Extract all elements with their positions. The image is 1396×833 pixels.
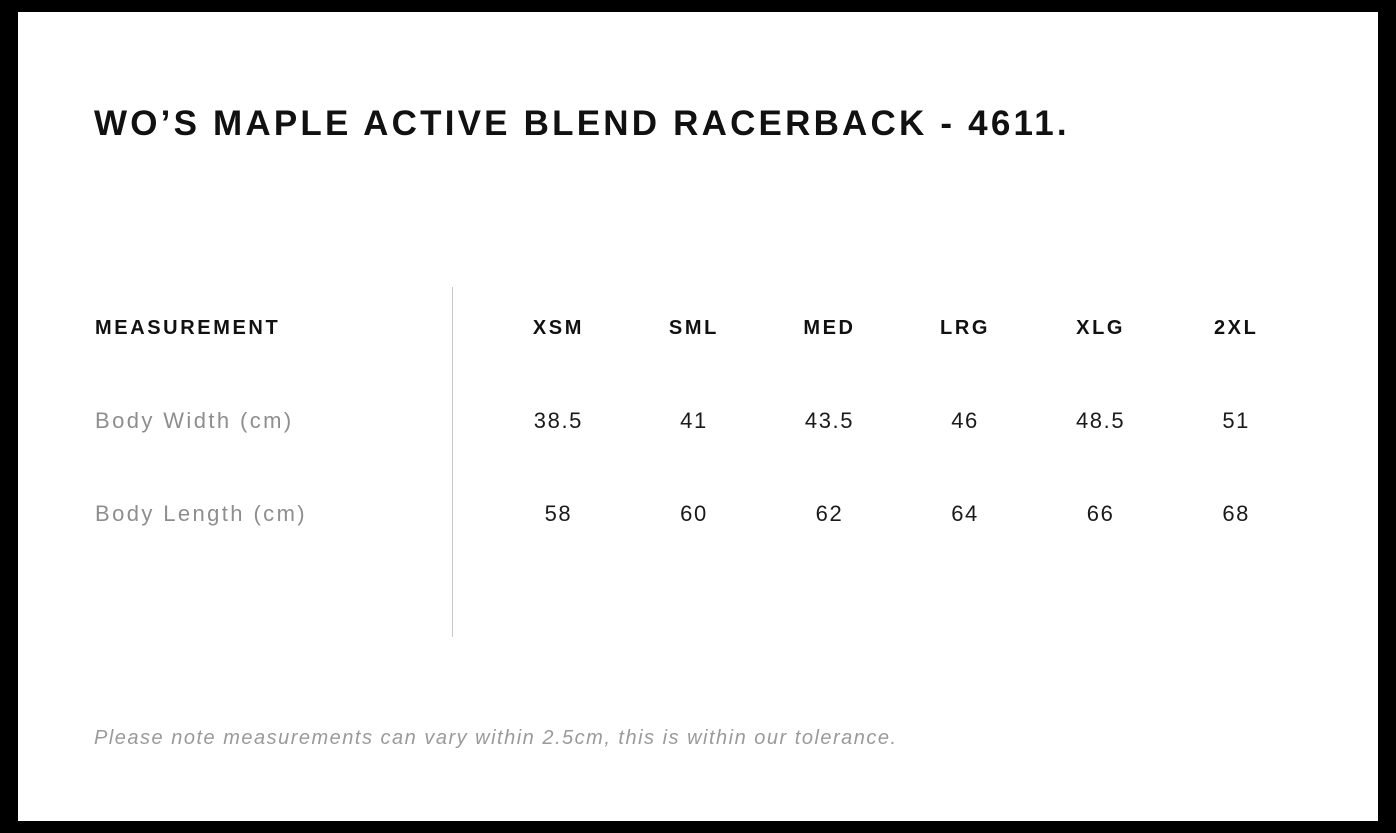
page-title: WO’S MAPLE ACTIVE BLEND RACERBACK - 4611.	[94, 104, 1070, 143]
column-header-size: XLG	[1076, 316, 1126, 339]
size-table	[94, 282, 1304, 560]
column-header-size: MED	[803, 316, 856, 339]
column-header-measurement: MEASUREMENT	[95, 316, 281, 339]
column-header-size: LRG	[940, 316, 991, 339]
table-cell: 58	[544, 500, 573, 526]
table-cell: 68	[1222, 500, 1251, 526]
table-cell: 43.5	[804, 407, 855, 433]
column-header-size: XSM	[532, 316, 584, 339]
column-header-size: 2XL	[1213, 316, 1259, 339]
table-cell: 66	[1086, 500, 1115, 526]
table-cell: 60	[680, 500, 708, 526]
table-cell: 64	[951, 500, 979, 526]
row-label: Body Width (cm)	[95, 407, 294, 433]
table-cell: 48.5	[1075, 407, 1126, 433]
size-chart-page	[18, 12, 1378, 821]
table-cell: 51	[1222, 407, 1251, 433]
table-header-row	[94, 282, 1304, 374]
table-cell: 62	[815, 500, 844, 526]
column-header-size: SML	[668, 316, 719, 339]
table-cell: 46	[951, 407, 979, 433]
tolerance-note: Please note measurements can vary within 2.5cm, this is within our tolerance.	[94, 727, 898, 749]
table-row	[94, 374, 1304, 467]
row-label: Body Length (cm)	[95, 500, 308, 526]
table-cell: 38.5	[533, 407, 583, 433]
table-cell: 41	[680, 407, 708, 433]
table-row	[94, 467, 1304, 560]
size-table-container	[94, 282, 1304, 560]
